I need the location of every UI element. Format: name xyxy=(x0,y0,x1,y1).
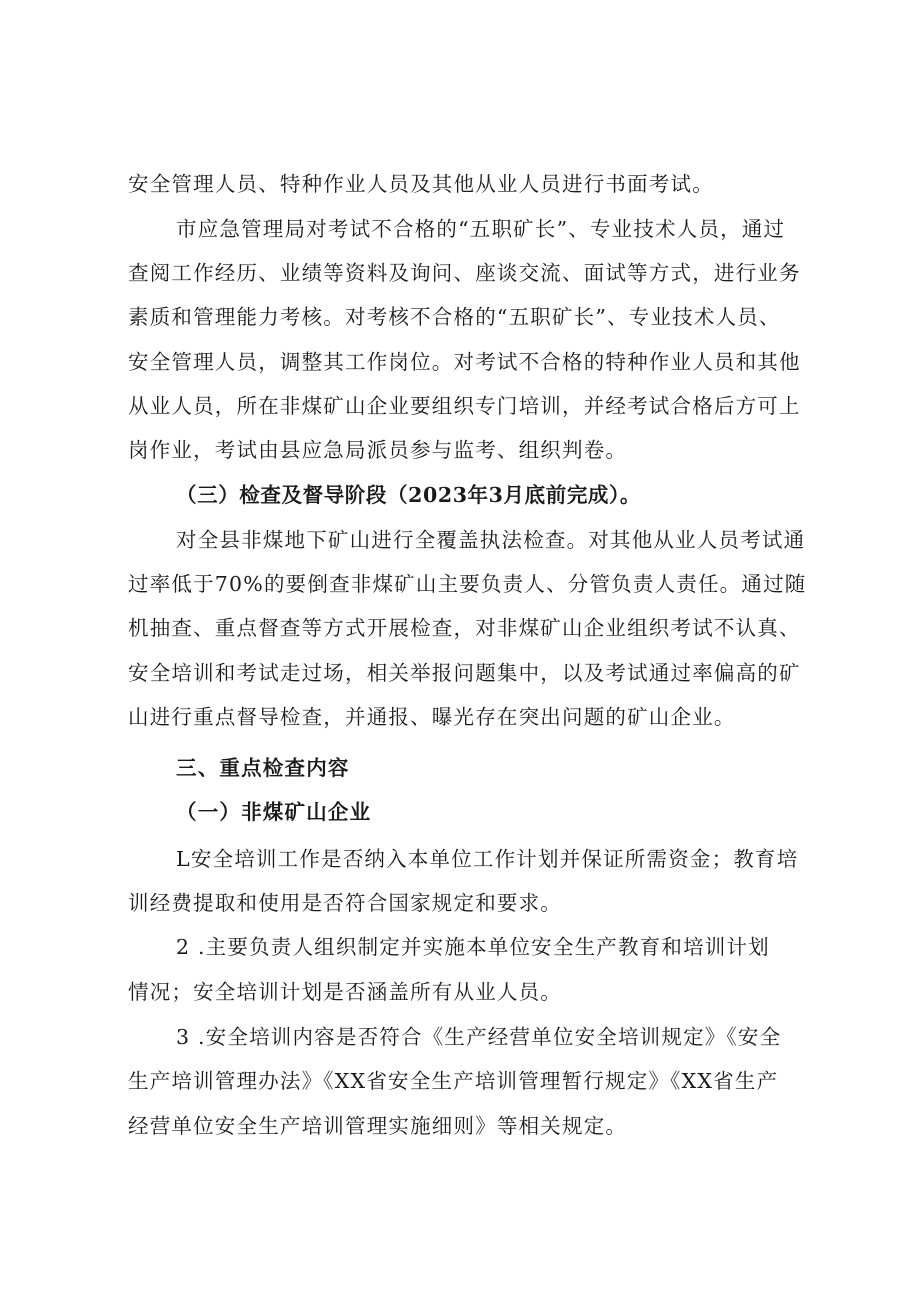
list-item-line: 经营单位安全生产培训管理实施细则》等相关规定。 xyxy=(128,1114,628,1138)
list-item-line: 情况；安全培训计划是否涵盖所有从业人员。 xyxy=(128,980,562,1004)
section-heading: 三、重点检查内容 xyxy=(176,756,350,780)
paragraph-line: 机抽查、重点督查等方式开展检查，对非煤矿山企业组织考试不认真、 xyxy=(128,616,801,640)
subsection-heading: （一）非煤矿山企业 xyxy=(176,800,372,824)
list-item-line: L安全培训工作是否纳入本单位工作计划并保证所需资金；教育培 xyxy=(176,847,799,871)
paragraph-line: 安全管理人员，调整其工作岗位。对考试不合格的特种作业人员和其他 xyxy=(128,350,801,374)
paragraph-line: 岗作业，考试由县应急局派员参与监考、组织判卷。 xyxy=(128,438,628,462)
list-item-line: 训经费提取和使用是否符合国家规定和要求。 xyxy=(128,891,562,915)
paragraph-line: 市应急管理局对考试不合格的“五职矿长”、专业技术人员，通过 xyxy=(176,217,786,241)
paragraph-line: 查阅工作经历、业绩等资料及询问、座谈交流、面试等方式，进行业务 xyxy=(128,261,801,285)
list-item-line: 生产培训管理办法》《XX省安全生产培训管理暂行规定》《XX省生产 xyxy=(128,1069,779,1093)
list-item-line: 3 .安全培训内容是否符合《生产经营单位安全培训规定》《安全 xyxy=(176,1025,782,1049)
list-item-line: 2 .主要负责人组织制定并实施本单位安全生产教育和培训计划 xyxy=(176,935,770,959)
paragraph-line: 安全培训和考试走过场，相关举报问题集中，以及考试通过率偏高的矿 xyxy=(128,661,801,685)
section-heading: （三）检查及督导阶段（2023年3月底前完成）。 xyxy=(176,483,641,507)
paragraph-line: 从业人员，所在非煤矿山企业要组织专门培训，并经考试合格后方可上 xyxy=(128,394,801,418)
paragraph-line: 安全管理人员、特种作业人员及其他从业人员进行书面考试。 xyxy=(128,172,714,196)
paragraph-line: 过率低于70%的要倒查非煤矿山主要负责人、分管负责人责任。通过随 xyxy=(128,572,807,596)
paragraph-line: 山进行重点督导检查，并通报、曝光存在突出问题的矿山企业。 xyxy=(128,705,736,729)
paragraph-line: 对全县非煤地下矿山进行全覆盖执法检查。对其他从业人员考试通 xyxy=(176,528,806,552)
paragraph-line: 素质和管理能力考核。对考核不合格的“五职矿长”、专业技术人员、 xyxy=(128,305,781,329)
